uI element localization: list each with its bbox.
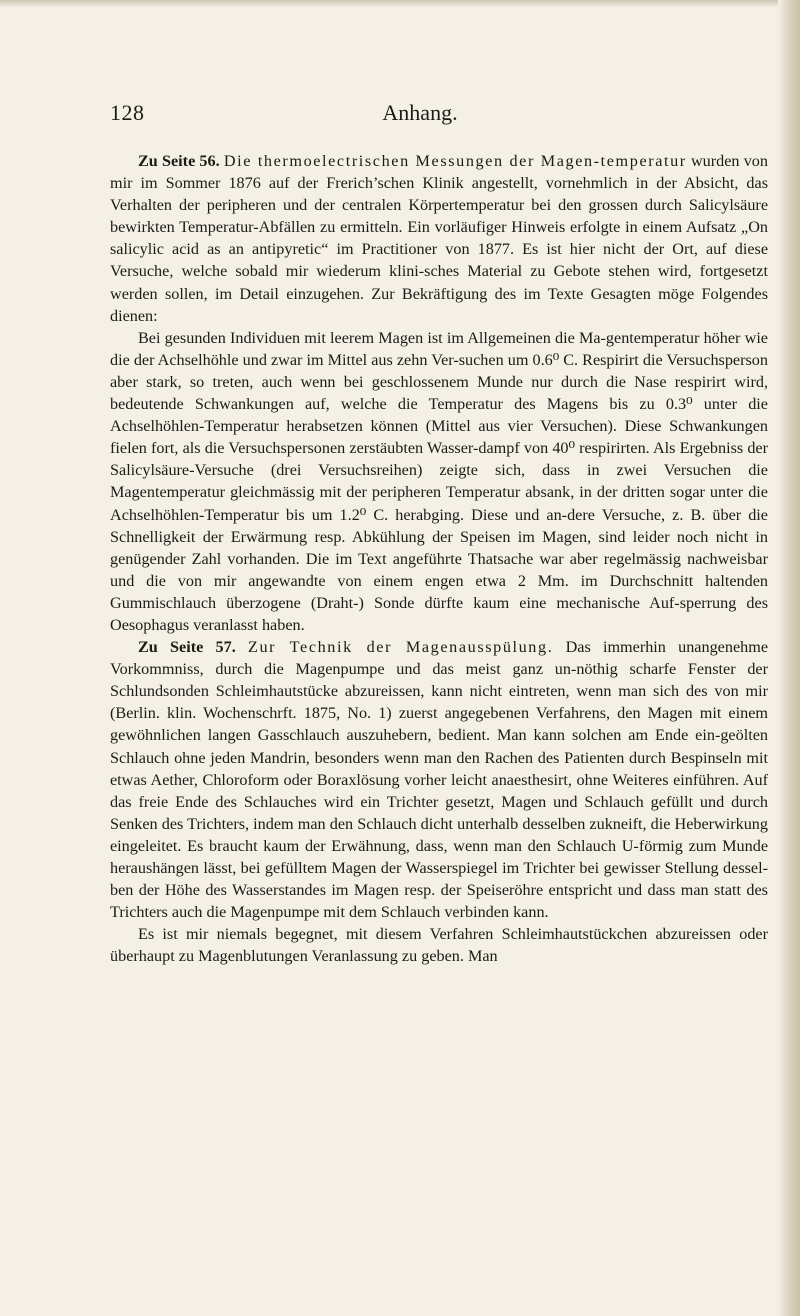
page-binding-edge [778,0,800,1316]
paragraph: Bei gesunden Individuen mit leerem Magen ist im Allgemeinen die Ma-gentemperatur höher wie die der Achselhöhle und zwar im Mittel aus zehn Ver-suchen um 0.6⁰ C. Respirirt die Versuchsperson aber stark, so treten, auch wenn bei geschlossenem Munde nur durch die Nase respirirt wird, bedeutende Schwankungen auf, welche die Temperatur des Magens bis zu 0.3⁰ unter die Achselhöhlen-Temperatur herabsetzen können (Mittel aus vier Versuchen). Diese Schwankungen fielen fort, als die Versuchspersonen zerstäubten Wasser-dampf von 40⁰ respirirten. Als Ergebniss der Salicylsäure-Versuche (drei Versuchsreihen) zeigte sich, dass in zwei Versuchen die Magentemperatur gleichmässig mit der peripheren Temperatur absank, in der dritten sogar unter die Achselhöhlen-Temperatur bis um 1.2⁰ C. herabging. Diese und an-dere Versuche, z. B. über die Schnelligkeit der Erwärmung resp. Abkühlung der Speisen im Magen, sind leider noch nicht in genügender Zahl vorhanden. Die im Text angeführte Thatsache war aber regelmässig nachweisbar und die von mir angewandte von einem engen etwa 2 Mm. im Durchschnitt haltenden Gummischlauch überzogene (Draht-) Sonde dürfte kaum eine mechanische Auf-sperrung des Oesophagus veranlasst haben. [110,328,768,634]
section-seite-56-intro [110,150,768,327]
page-header [110,100,730,134]
section-lead: Zu Seite 57. [138,638,236,657]
section-topic: Die thermoelectrischen Messungen der Magen-temperatur [223,152,687,170]
page-top-edge [0,0,800,8]
running-head: Anhang. [382,100,458,125]
section-text: wurden von mir im Sommer 1876 auf der Frerich’schen Klinik angestellt, vornehmlich in der Absicht, das Verhalten der peripheren und der centralen Körpertemperatur bei den grossen durch Salicylsäure bewirkten Temperatur-Abfällen zu ermitteln. Ein vorläufiger Hinweis erfolgte in einem Aufsatz „On salicylic acid as an antipyretic“ im Practitioner von 1877. Es ist hier nicht der Ort, auf diese Versuche, welche sobald mir wiederum klini-sches Material zu Gebote stehen wird, fortgesetzt werden sollen, im Detail einzugehen. Zur Bekräftigung des im Texte Gesagten möge Folgendes dienen: [110,152,768,325]
paragraph: Es ist mir niemals begegnet, mit diesem Verfahren Schleimhautstückchen abzureissen oder überhaupt zu Magenblutungen Veranlassung zu geben. Man [110,925,768,966]
page-number: 128 [110,100,145,125]
page-body [110,150,768,967]
section-seite-57-intro [110,636,768,923]
section-topic: Zur Technik der Magenausspülung. [247,638,554,657]
section-lead: Zu Seite 56. [138,152,220,170]
section-text: Das immerhin unangenehme Vorkommniss, durch die Magenpumpe und das meist ganz un-nöthig scharfe Fenster der Schlundsonden Schleimhautstücke abzureissen, kann nicht eintreten, wenn man sich des von mir (Berlin. klin. Wochenschrft. 1875, No. 1) zuerst angegebenen Verfahrens, den Magen mit einem gewöhnlichen langen Gasschlauch auszuhebern, bedient. Man kann solchen am Ende ein-geölten Schlauch ohne jeden Mandrin, besonders wenn man den Rachen des Patienten durch Bespinseln mit etwas Aether, Chloroform oder Boraxlösung vorher leicht anaesthesirt, ohne Weiteres einführen. Auf das freie Ende des Schlauches wird ein Trichter gesetzt, Magen und Schlauch gefüllt und durch Senken des Trichters, indem man den Schlauch dicht unterhalb desselben zukneift, die Heberwirkung eingeleitet. Es braucht kaum der Erwähnung, dass, wenn man den Schlauch U-förmig zum Munde heraushängen lässt, bei gefülltem Magen der Wasserspiegel im Trichter bei gewisser Stellung dessel-ben der Höhe des Wasserstandes im Magen resp. der Speiseröhre entspricht und dass man statt des Trichters auch die Magenpumpe mit dem Schlauch verbinden kann. [110,638,769,922]
